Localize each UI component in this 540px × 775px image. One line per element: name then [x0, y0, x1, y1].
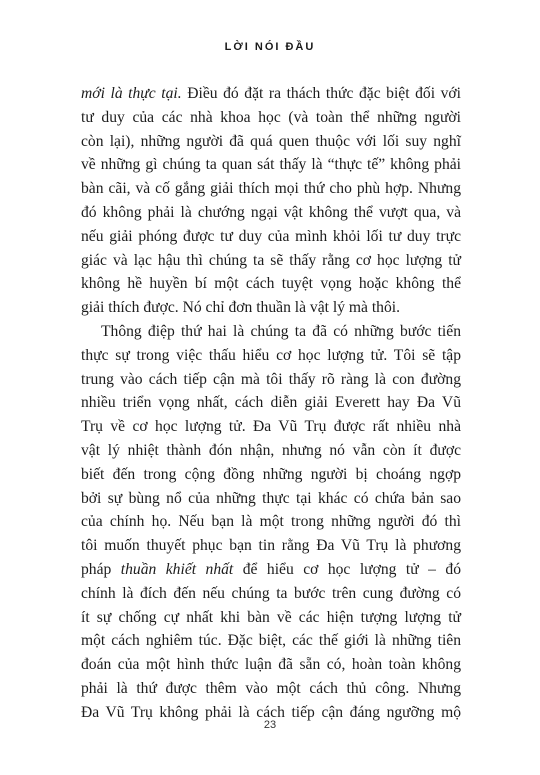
text-line: nhiều triển vọng nhất, cách diễn giải Everett hay Đa Vũ: [81, 394, 461, 412]
italic-phrase: mới là thực tại.: [81, 85, 182, 102]
page-number: 23: [263, 719, 277, 731]
body-text: [81, 82, 461, 725]
text-line: tư duy của các nhà khoa học (và toàn thể những người: [81, 108, 461, 126]
paragraph-1: [81, 82, 461, 320]
text-line: vật lý nhiệt thành đón nhận, nhưng nó vẫn còn ít được: [81, 441, 461, 459]
text-line: thực sự trong việc thấu hiểu cơ học lượng tử. Tôi sẽ tập: [81, 346, 461, 364]
text-line: Thông điệp thứ hai là chúng ta đã có những bước tiến: [101, 322, 461, 340]
italic-phrase: thuần khiết nhất: [120, 560, 234, 578]
text-line: tôi muốn thuyết phục bạn tin rằng Đa Vũ Trụ là phương: [81, 537, 461, 555]
text-line: không hề huyền bí một cách tuyệt vọng hoặc không thể: [81, 275, 461, 293]
text-line: Trụ về cơ học lượng tử. Đa Vũ Trụ được rất nhiều nhà: [81, 418, 461, 436]
text-line: bàn cãi, và cố gắng giải thích mọi thứ cho phù hợp. Nhưng: [81, 180, 461, 198]
text-line: đoán của một hình thức luận đã sẵn có, hoàn toàn không: [81, 656, 461, 674]
line-text: pháp: [81, 560, 121, 578]
text-line: phải là thứ được thêm vào một cách thủ công. Nhưng: [81, 679, 461, 697]
text-line: trung vào cách tiếp cận mà tôi thấy rõ ràng là con đường: [81, 370, 461, 388]
text-line: giải thích được. Nó chỉ đơn thuần là vật lý mà thôi.: [81, 299, 400, 317]
running-header: LỜI NÓI ĐẦU: [224, 41, 316, 53]
text-line: chính là đích đến nếu chúng ta bước trên cung đường có: [81, 584, 461, 602]
text-line: ít sự chống cự nhất khi bàn về các hiện tượng lượng tử: [81, 608, 461, 626]
text-line: còn lại), những người đã quá quen thuộc với lối suy nghĩ: [81, 132, 461, 150]
text-line: [81, 82, 461, 106]
text-line: nếu giải phóng được tư duy của mình khỏi lối tư duy trực: [81, 227, 461, 245]
text-line: về những gì chúng ta quan sát thấy là “thực tế” không phải: [81, 156, 461, 174]
line-text: Điều đó đặt ra thách thức đặc biệt đối với: [181, 85, 461, 102]
text-line: biết đến trong cộng đồng những người bị choáng ngợp: [81, 465, 461, 483]
line-text: để hiểu cơ học lượng tử – đó: [233, 560, 461, 578]
text-line: một cách nghiêm túc. Đặc biệt, các thế giới là những tiên: [81, 632, 461, 650]
paragraph-2: [81, 320, 461, 725]
text-line: [81, 558, 461, 582]
text-line: giác và lạc hậu thì chúng ta sẽ thấy rằng cơ học lượng tử: [81, 251, 461, 269]
text-line: đó không phải là chướng ngại vật không thể vượt qua, và: [81, 203, 461, 221]
text-line: bởi sự bùng nổ của những thực tại khác có chứa bản sao: [81, 489, 461, 507]
text-line: Đa Vũ Trụ không phải là cách tiếp cận đáng ngưỡng mộ: [81, 703, 461, 721]
text-line: của chính họ. Nếu bạn là một trong những người đó thì: [81, 513, 461, 531]
